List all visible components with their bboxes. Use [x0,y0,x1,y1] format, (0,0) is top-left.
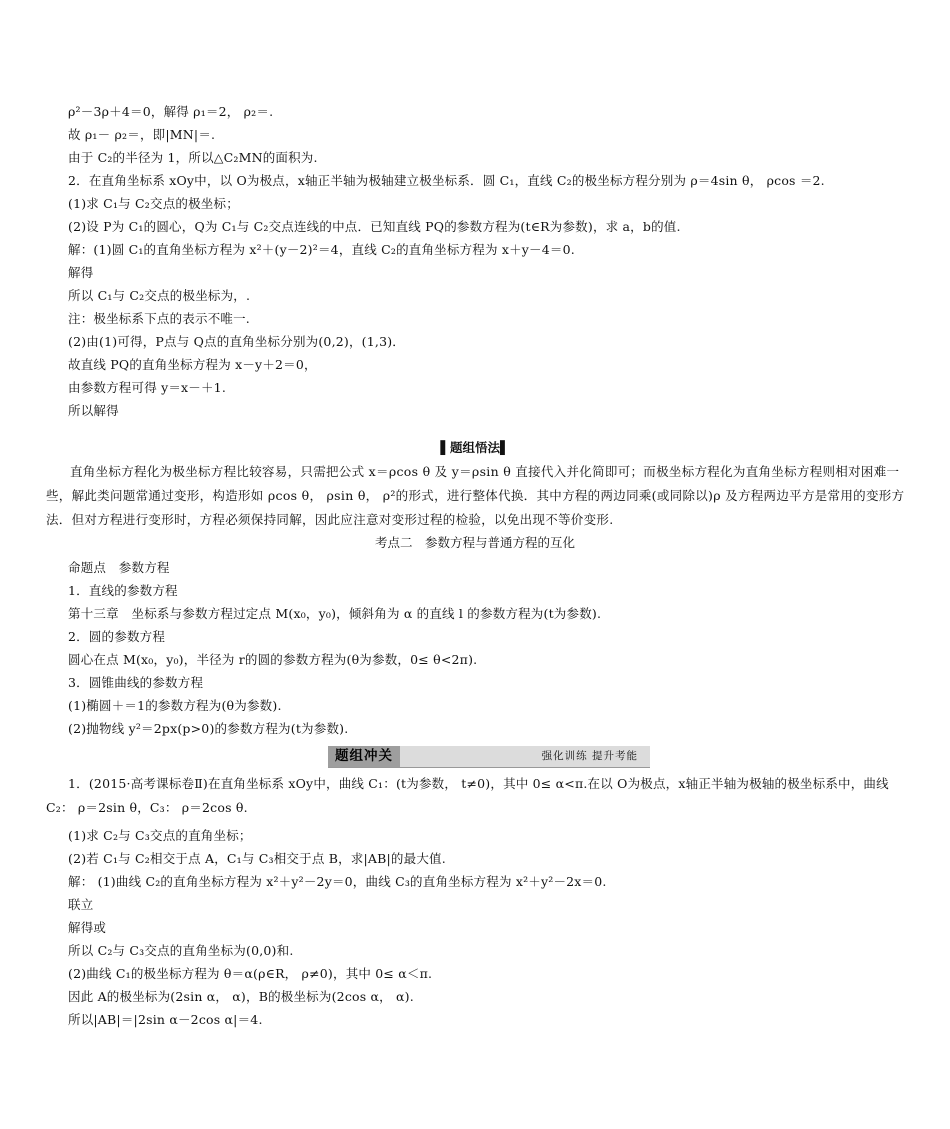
text-line: 注：极坐标系下点的表示不唯一. [68,311,250,326]
text-line: 由参数方程可得 y＝x－＋1. [68,380,227,395]
text-line: 解： (1)曲线 C₂的直角坐标方程为 x²＋y²－2y＝0，曲线 C₃的直角坐标方程为 x²＋y²－2x＝0. [68,874,607,889]
text-line: 所以解得 [68,403,119,418]
text-line: 2．在直角坐标系 xOy中，以 O为极点，x轴正半轴为极轴建立极坐标系．圆 C₁，直线 C₂的极坐标方程分别为 ρ＝4sin θ， ρcos ＝2. [68,173,825,188]
text-line: 故 ρ₁－ ρ₂＝，即|MN|＝. [68,127,216,142]
text-line: 解得 [68,265,94,280]
text-line: 解得或 [68,920,107,935]
problem-paragraph: 1．(2015·高考课标卷Ⅱ)在直角坐标系 xOy中，曲线 C₁：(t为参数， t≠0)，其中 0≤ α<π.在以 O为极点，x轴正半轴为极轴的极坐标系中，曲线 C₂： ρ＝2sin θ，C₃： ρ＝2cos θ. [46,776,889,815]
text-line: ρ²－3ρ＋4＝0，解得 ρ₁＝2， ρ₂＝. [68,104,274,119]
method-title: ▌题组悟法▌ [440,440,510,455]
text-line: (2)由(1)可得，P点与 Q点的直角坐标分别为(0,2)，(1,3)． [68,334,406,349]
text-line: (2)抛物线 y²＝2px(p>0)的参数方程为(t为参数). [68,721,349,736]
text-line: (1)求 C₁与 C₂交点的极坐标； [68,196,239,211]
text-line: 命题点 参数方程 [68,560,170,575]
text-line: 1．直线的参数方程 [68,583,178,598]
text-line: (2)若 C₁与 C₂相交于点 A，C₁与 C₃相交于点 B，求|AB|的最大值. [68,851,446,866]
text-line: 所以 C₂与 C₃交点的直角坐标为(0,0)和. [68,943,294,958]
text-line: 解：(1)圆 C₁的直角坐标方程为 x²＋(y－2)²＝4，直线 C₂的直角坐标方程为 x＋y－4＝0. [68,242,575,257]
text-line: 2．圆的参数方程 [68,629,166,644]
banner-subtitle: 强化训练 提升考能 [541,750,638,762]
text-line: 圆心在点 M(x₀，y₀)，半径为 r的圆的参数方程为(θ为参数，0≤ θ<2π). [68,652,478,667]
text-line: 由于 C₂的半径为 1，所以△C₂MN的面积为. [68,150,318,165]
text-line: (2)曲线 C₁的极坐标方程为 θ＝α(ρ∈R， ρ≠0)，其中 0≤ α＜π. [68,966,433,981]
text-line: 第十三章 坐标系与参数方程过定点 M(x₀，y₀)，倾斜角为 α 的直线 l 的参数方程为(t为参数). [68,606,602,621]
text-line: (1)求 C₂与 C₃交点的直角坐标； [68,828,252,843]
text-line: (2)设 P为 C₁的圆心，Q为 C₁与 C₂交点连线的中点．已知直线 PQ的参数方程为(t∈R为参数)，求 a，b的值. [68,219,681,234]
text-line: 3．圆锥曲线的参数方程 [68,675,204,690]
text-line: (1)椭圆＋＝1的参数方程为(θ为参数). [68,698,282,713]
text-line: 所以|AB|＝|2sin α－2cos α|＝4. [68,1012,263,1027]
method-paragraph: 直角坐标方程化为极坐标方程比较容易，只需把公式 x＝ρcos θ 及 y＝ρsin θ 直接代入并化简即可；而极坐标方程化为直角坐标方程则相对困难一些，解此类问题常通过变形，构造形如 ρcos θ， ρsin θ， ρ²的形式，进行整体代换．其中方程的两边同乘(或同除以)ρ 及方程两边平方是常用的变形方法．但对方程进行变形时，方程必须保持同解，因此应注意对变形过程的检验，以免出现不等价变形. [46,464,905,527]
section-title: 考点二 参数方程与普通方程的互化 [374,535,575,550]
section-banner [328,746,650,768]
text-line: 联立 [68,897,94,912]
banner-title: 题组冲关 [328,746,400,767]
text-line: 故直线 PQ的直角坐标方程为 x－y＋2＝0， [68,357,317,372]
text-line: 因此 A的极坐标为(2sin α， α)，B的极坐标为(2cos α， α). [68,989,414,1004]
text-line: 所以 C₁与 C₂交点的极坐标为，. [68,288,251,303]
